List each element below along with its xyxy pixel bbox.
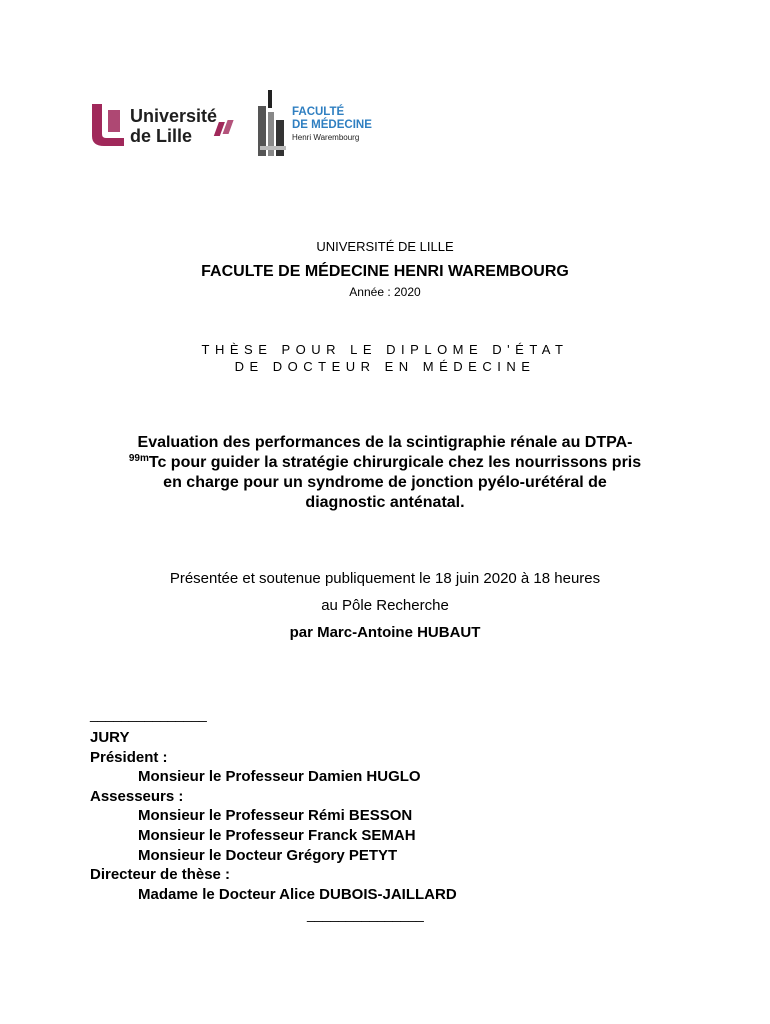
- assessor-2: Monsieur le Professeur Franck SEMAH: [138, 826, 416, 844]
- director-name: Madame le Docteur Alice DUBOIS-JAILLARD: [138, 885, 457, 903]
- thesis-title-line3: en charge pour un syndrome de jonction pyélo-urétéral de: [163, 474, 607, 491]
- faculty-name: FACULTE DE MÉDECINE HENRI WAREMBOURG: [201, 263, 569, 280]
- president-label: Président :: [90, 748, 168, 766]
- logo-faculte-sub: Henri Warembourg: [292, 133, 360, 142]
- logo-faculte-line2: DE MÉDECINE: [292, 119, 372, 131]
- top-rule: _______________: [90, 706, 207, 722]
- president-name: Monsieur le Professeur Damien HUGLO: [138, 768, 421, 786]
- thesis-title-line2-text: Tc pour guider la stratégie chirurgicale chez les nourrissons pris: [148, 454, 642, 471]
- logo-universite-line2: de Lille: [130, 126, 193, 146]
- director-label: Directeur de thèse :: [90, 866, 231, 884]
- university-name: UNIVERSITÉ DE LILLE: [316, 239, 454, 254]
- logo-universite-line1: Université: [130, 106, 218, 126]
- thesis-title-line4: diagnostic anténatal.: [305, 494, 465, 511]
- thesis-title-line2: [0, 454, 770, 472]
- isotope-superscript: 99m: [128, 453, 149, 464]
- assessor-3: Monsieur le Docteur Grégory PETYT: [138, 846, 398, 864]
- presentation-line2: au Pôle Recherche: [321, 597, 449, 614]
- year: Année : 2020: [349, 285, 421, 299]
- jury-block: [90, 728, 457, 904]
- logo-faculte-line1: FACULTÉ: [292, 106, 345, 118]
- logo-banner: [90, 86, 410, 158]
- jury-heading: JURY: [90, 729, 130, 746]
- assessors-label: Assesseurs :: [90, 787, 184, 805]
- thesis-title-line1: Evaluation des performances de la scintigraphie rénale au DTPA-: [137, 434, 633, 451]
- author: par Marc-Antoine HUBAUT: [289, 624, 481, 641]
- universite-de-lille-wordmark: [130, 106, 217, 146]
- thesis-type-line2: DE DOCTEUR EN MÉDECINE: [234, 359, 536, 374]
- faculte-medecine-wordmark: [292, 106, 372, 132]
- assessor-1: Monsieur le Professeur Rémi BESSON: [138, 807, 413, 825]
- thesis-type-line1: THÈSE POUR LE DIPLOME D'ÉTAT: [201, 342, 569, 357]
- bottom-rule: _______________: [307, 906, 424, 922]
- presentation-line1: Présentée et soutenue publiquement le 18 juin 2020 à 18 heures: [169, 570, 601, 587]
